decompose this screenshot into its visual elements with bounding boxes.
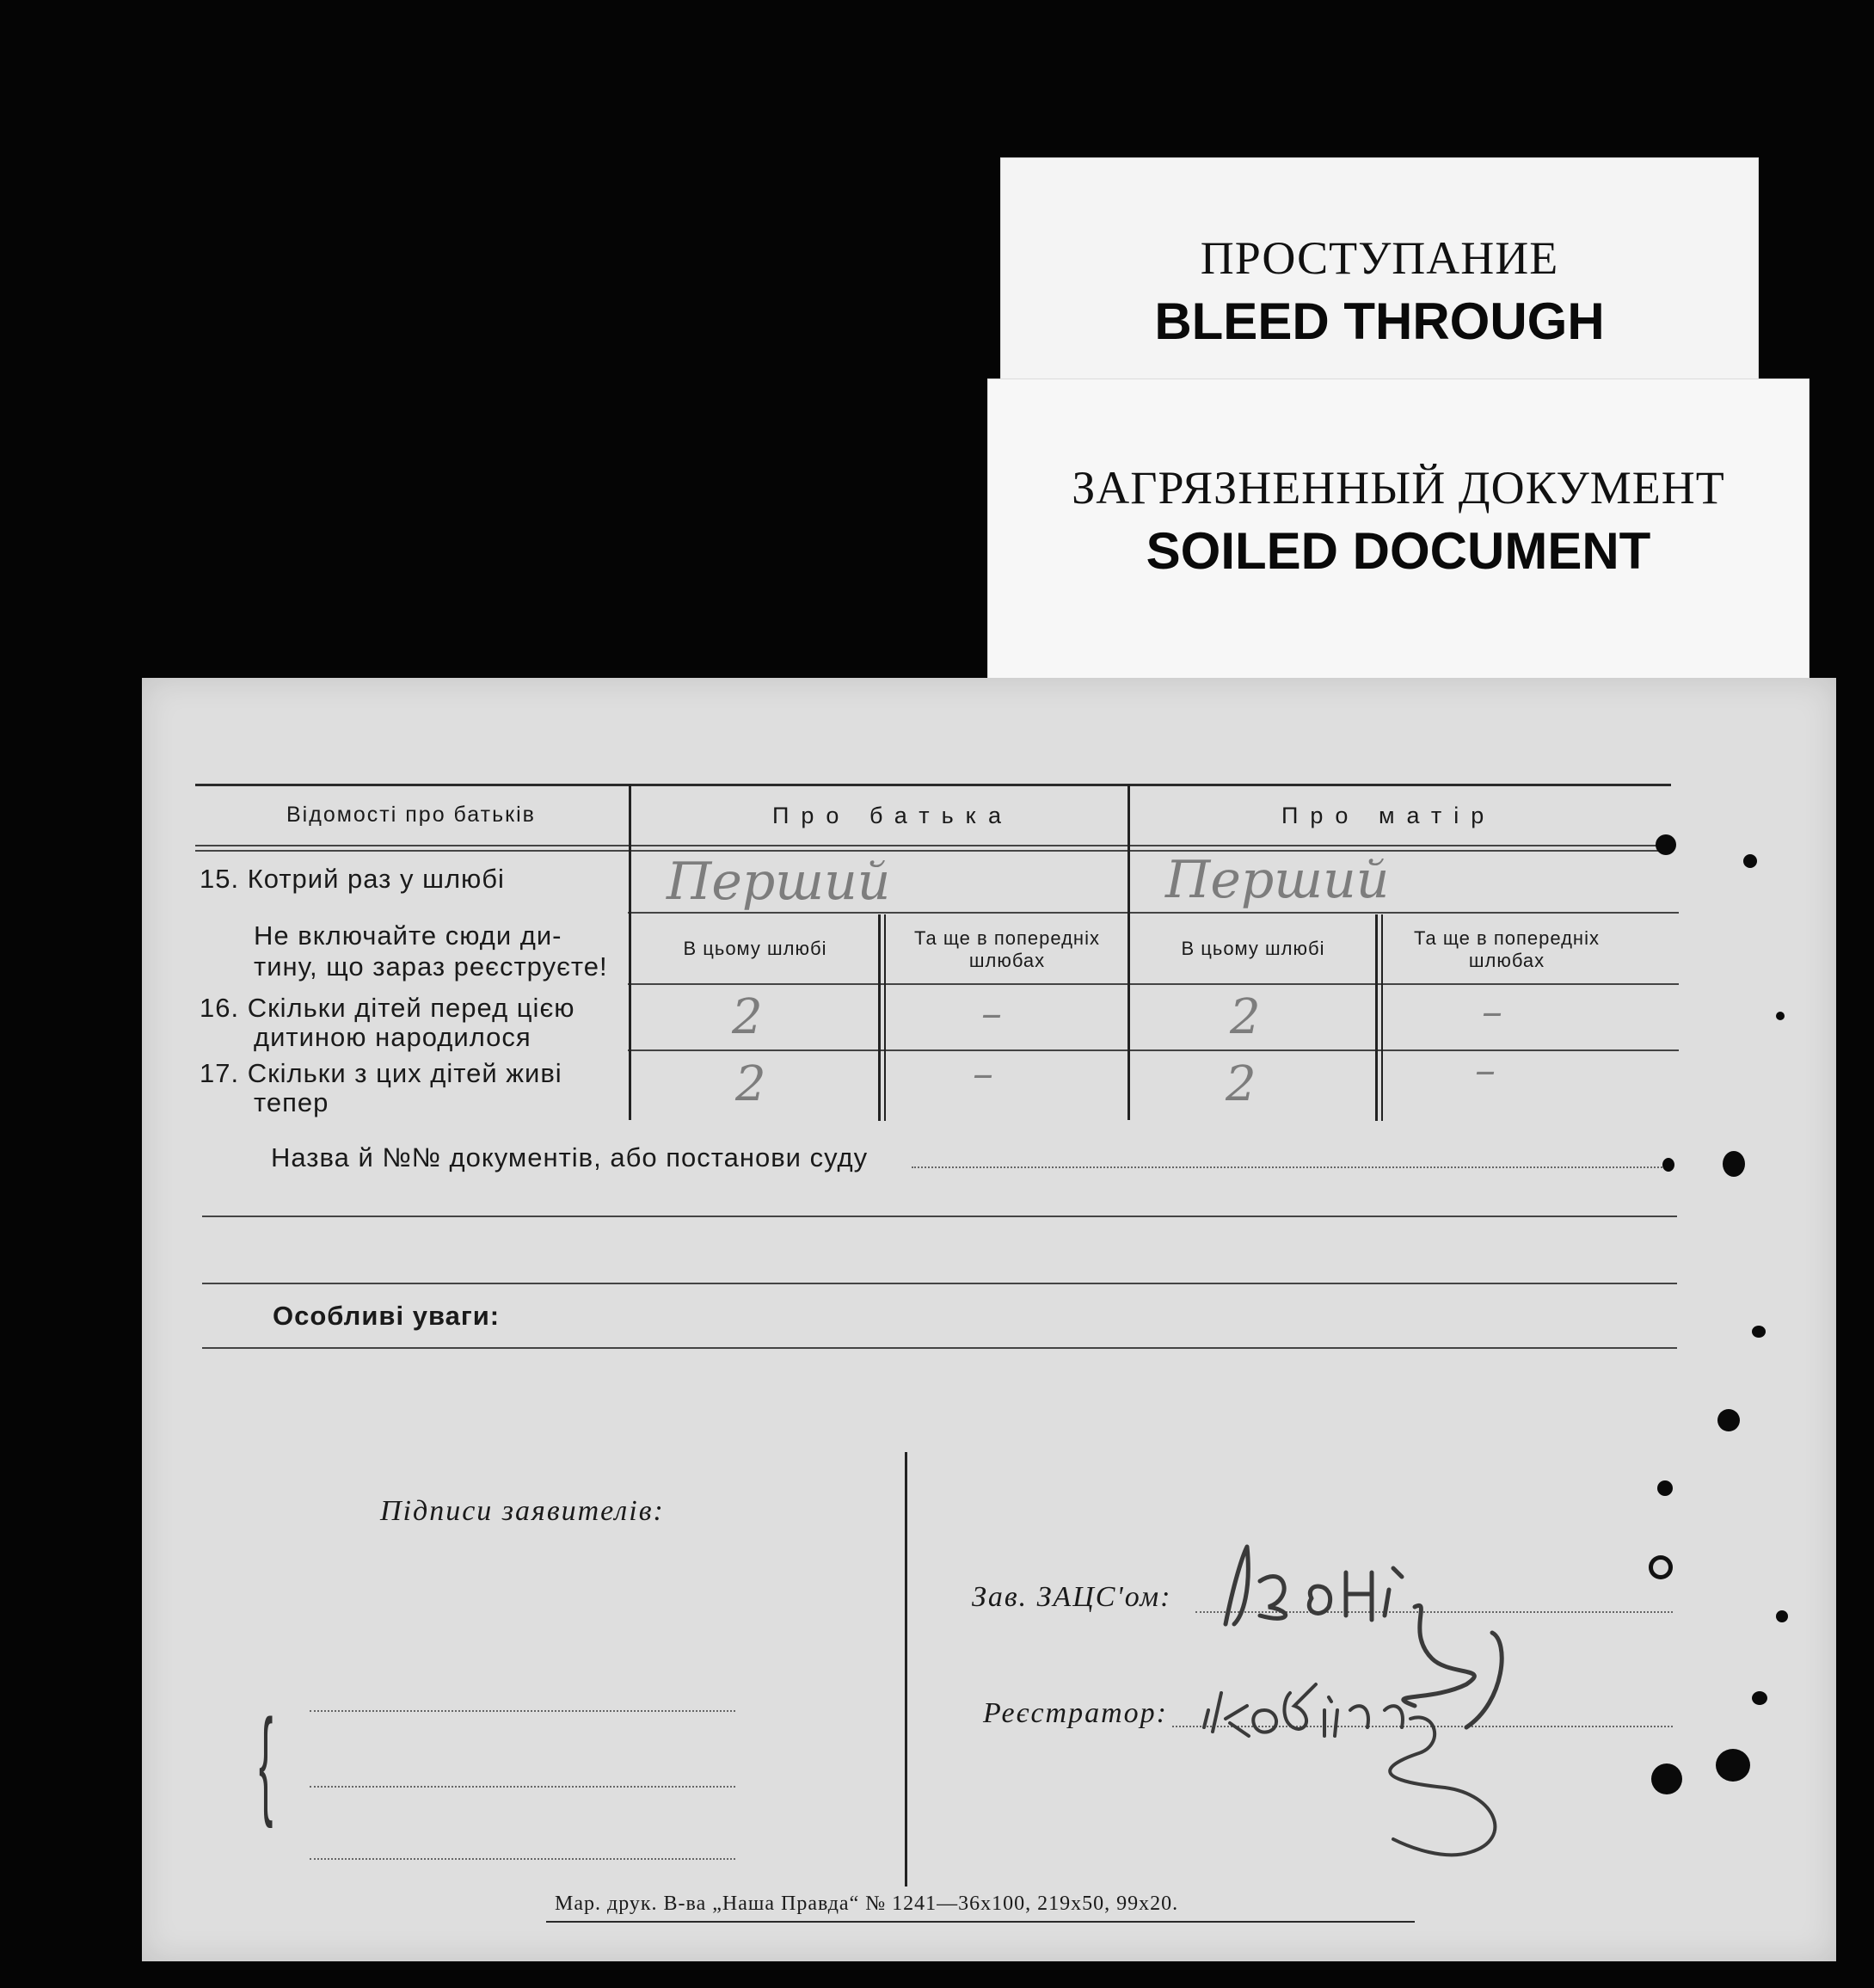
punch-hole-11 bbox=[1752, 1691, 1767, 1705]
row15-label: 15. Котрий раз у шлюбі bbox=[200, 864, 505, 894]
documents-label: Назва й №№ документів, або постанови суду bbox=[271, 1142, 869, 1172]
row17-father-previous-value: – bbox=[973, 1049, 993, 1098]
header-info-column: Відомості про батьків bbox=[286, 803, 536, 827]
header-mother-column: Про матір bbox=[1281, 803, 1496, 828]
father-subdivider bbox=[878, 914, 881, 1121]
row15-father-value: Перший bbox=[667, 852, 891, 912]
registration-form-sheet bbox=[142, 678, 1836, 1961]
applicant-signature-line-1 bbox=[310, 1710, 735, 1712]
punch-hole-9 bbox=[1649, 1555, 1673, 1579]
documents-blank-line-1 bbox=[202, 1216, 1677, 1217]
table-divider-info bbox=[629, 785, 631, 1120]
row17-father-this-value: 2 bbox=[735, 1056, 766, 1112]
punch-hole-8 bbox=[1657, 1480, 1673, 1496]
punch-hole-4 bbox=[1662, 1158, 1674, 1172]
mother-this-marriage-header: В цьому шлюбі bbox=[1181, 938, 1325, 959]
signatures-bracket: { bbox=[259, 1694, 273, 1829]
row16-father-this-value: 2 bbox=[732, 989, 763, 1045]
signatures-divider bbox=[905, 1452, 907, 1886]
applicant-signature-line-3 bbox=[310, 1858, 735, 1860]
documents-dotted-line bbox=[912, 1166, 1673, 1168]
row16-mother-previous-value: – bbox=[1482, 988, 1502, 1036]
punch-hole-6 bbox=[1752, 1326, 1766, 1338]
print-info-footer: Мар. друк. В-ва „Наша Правда“ № 1241—36х100, 219х50, 99х20. bbox=[555, 1893, 1179, 1915]
punch-hole-10 bbox=[1776, 1610, 1788, 1622]
mother-previous-marriages-header: Та ще в попередніх шлюбах bbox=[1414, 927, 1600, 971]
note-line-2: тину, що зараз реєструєте! bbox=[254, 951, 608, 982]
documents-blank-line-2 bbox=[202, 1283, 1677, 1284]
table-top-rule bbox=[195, 784, 1671, 786]
punch-hole-1 bbox=[1656, 834, 1676, 855]
mother-subdivider-double bbox=[1381, 914, 1383, 1121]
row16-label-line-2: дитиною народилося bbox=[254, 1022, 531, 1052]
applicant-signature-line-2 bbox=[310, 1786, 735, 1788]
row16-mother-this-value: 2 bbox=[1230, 989, 1261, 1045]
print-info-underline bbox=[546, 1921, 1415, 1923]
soiled-document-label-ru: ЗАГРЯЗНЕННЫЙ ДОКУМЕНТ bbox=[1072, 462, 1725, 514]
father-subdivider-double bbox=[884, 914, 886, 1121]
row17-mother-previous-value: – bbox=[1475, 1046, 1496, 1094]
row16-label-line-1: 16. Скільки дітей перед цією bbox=[200, 993, 575, 1023]
bleed-through-label-en: BLEED THROUGH bbox=[1154, 292, 1605, 350]
registrar-signature bbox=[1187, 1659, 1548, 1874]
header-father-column: Про батька bbox=[772, 803, 1014, 828]
punch-hole-12 bbox=[1651, 1763, 1682, 1794]
mother-subdivider bbox=[1375, 914, 1378, 1121]
bleed-through-label-card bbox=[1000, 157, 1759, 398]
row16-father-previous-value: – bbox=[981, 989, 1002, 1037]
note-line-1: Не включайте сюди ди- bbox=[254, 920, 562, 951]
registrar-label: Реєстратор: bbox=[983, 1697, 1168, 1729]
soiled-document-label-card bbox=[987, 379, 1809, 688]
row15-mother-value: Перший bbox=[1165, 850, 1390, 910]
row16-rule bbox=[628, 1049, 1679, 1051]
punch-hole-13 bbox=[1716, 1749, 1750, 1782]
punch-hole-7 bbox=[1717, 1409, 1740, 1431]
row17-label-line-2: тепер bbox=[254, 1087, 329, 1117]
father-this-marriage-header: В цьому шлюбі bbox=[683, 938, 827, 959]
table-header-rule bbox=[195, 845, 1671, 846]
row15-rule bbox=[628, 912, 1679, 914]
note-rule bbox=[628, 983, 1679, 985]
table-divider-parents bbox=[1127, 785, 1130, 1120]
applicants-signatures-label: Підписи заявителів: bbox=[380, 1495, 665, 1527]
father-previous-marriages-header: Та ще в попередніх шлюбах bbox=[914, 927, 1100, 971]
row17-label-line-1: 17. Скільки з цих дітей живі bbox=[200, 1058, 562, 1088]
head-zags-label: Зав. ЗАЦС'ом: bbox=[972, 1581, 1172, 1613]
punch-hole-2 bbox=[1743, 854, 1757, 868]
punch-hole-3 bbox=[1776, 1012, 1785, 1020]
row17-mother-this-value: 2 bbox=[1226, 1056, 1257, 1112]
table-header-rule-double bbox=[195, 850, 1671, 852]
punch-hole-5 bbox=[1723, 1151, 1745, 1177]
remarks-label: Особливі уваги: bbox=[273, 1301, 501, 1331]
soiled-document-label-en: SOILED DOCUMENT bbox=[1146, 522, 1651, 580]
remarks-blank-line bbox=[202, 1347, 1677, 1349]
bleed-through-label-ru: ПРОСТУПАНИЕ bbox=[1200, 232, 1559, 284]
